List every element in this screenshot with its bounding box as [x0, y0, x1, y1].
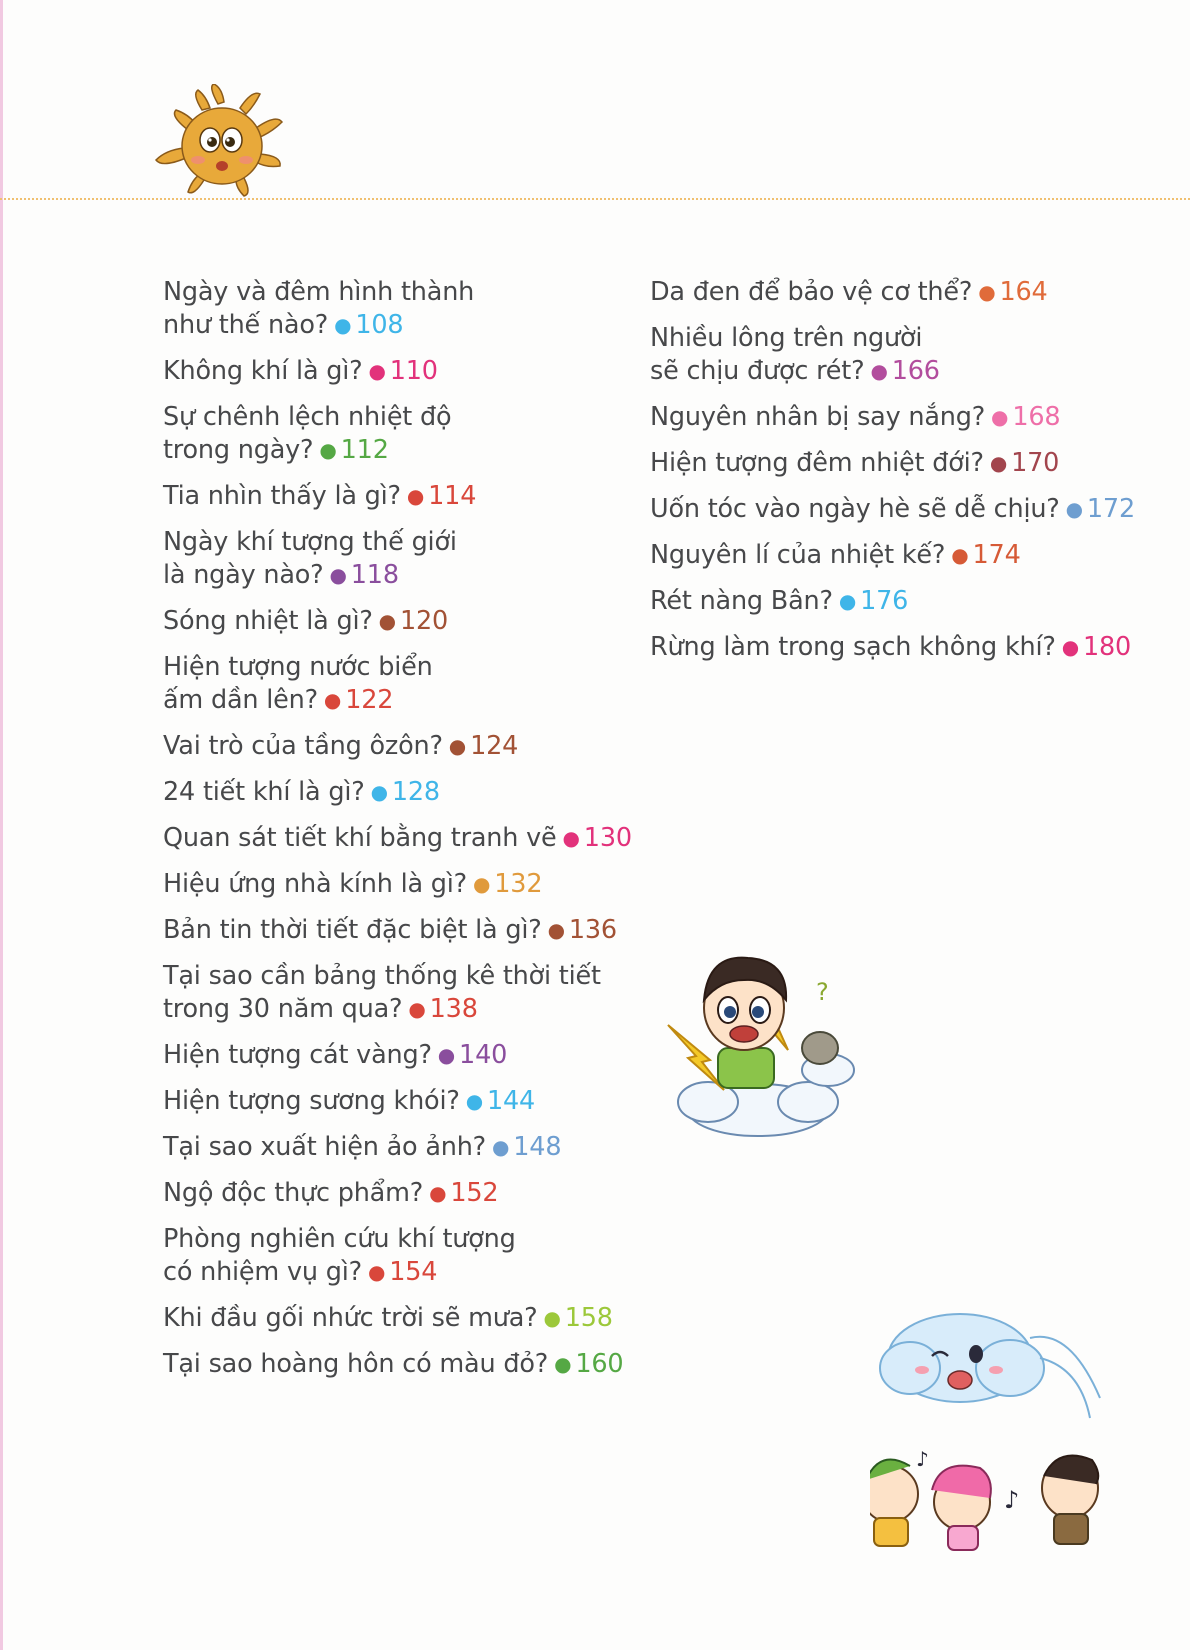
bullet-dot-icon: ●: [406, 484, 425, 508]
toc-item[interactable]: [163, 526, 633, 592]
page-edge-stripe: [0, 0, 3, 1650]
toc-right-column: [650, 276, 1135, 677]
toc-page-number: 168: [1012, 402, 1061, 432]
toc-item-text: Hiện tượng đêm nhiệt đới?: [650, 448, 984, 478]
toc-page-number: 132: [494, 869, 543, 899]
toc-page-number: 112: [340, 435, 389, 465]
toc-item-text: có nhiệm vụ gì?: [163, 1257, 362, 1287]
toc-item-text: Vai trò của tầng ôzôn?: [163, 731, 443, 761]
sun-mascot-illustration: [148, 84, 300, 198]
bullet-dot-icon: ●: [838, 589, 857, 613]
toc-item-text: Ngộ độc thực phẩm?: [163, 1178, 424, 1208]
toc-item-text: Ngày và đêm hình thành: [163, 277, 475, 307]
toc-page-number: 158: [564, 1303, 613, 1333]
toc-item-text: Hiện tượng sương khói?: [163, 1086, 460, 1116]
toc-item[interactable]: [163, 1348, 633, 1381]
toc-item-text: Bản tin thời tiết đặc biệt là gì?: [163, 915, 542, 945]
toc-item[interactable]: [650, 322, 1120, 388]
toc-page-number: 118: [350, 560, 399, 590]
toc-page-number: 120: [399, 606, 449, 636]
toc-page-number: 154: [389, 1257, 438, 1287]
toc-item[interactable]: [650, 401, 1120, 434]
toc-item-text: Tại sao cần bảng thống kê thời tiết: [163, 961, 601, 991]
toc-item-text: Phòng nghiên cứu khí tượng: [163, 1224, 516, 1254]
toc-item-text: Rét nàng Bân?: [650, 586, 833, 616]
bullet-dot-icon: ●: [978, 280, 996, 304]
toc-item[interactable]: [163, 776, 633, 809]
lightning-boy-illustration: [648, 930, 878, 1140]
bullet-dot-icon: ●: [465, 1089, 483, 1113]
toc-page-number: 180: [1082, 632, 1132, 662]
toc-item-text: Quan sát tiết khí bằng tranh vẽ: [163, 823, 557, 853]
bullet-dot-icon: ●: [991, 405, 1009, 429]
toc-item-text: Tia nhìn thấy là gì?: [163, 481, 401, 511]
toc-page-number: 136: [568, 915, 617, 945]
toc-item-text: Rừng làm trong sạch không khí?: [650, 632, 1056, 662]
toc-left-column: [163, 276, 633, 1394]
toc-item[interactable]: [163, 401, 633, 467]
bullet-dot-icon: ●: [437, 1043, 456, 1067]
toc-page-number: 110: [389, 356, 438, 386]
bullet-dot-icon: ●: [562, 826, 580, 850]
toc-item[interactable]: [163, 822, 633, 855]
toc-item[interactable]: [163, 605, 633, 638]
toc-page-number: 138: [429, 994, 478, 1024]
toc-page-number: 144: [486, 1086, 536, 1116]
toc-item-text: Không khí là gì?: [163, 356, 363, 386]
toc-page-number: 108: [355, 310, 404, 340]
toc-page-number: 122: [345, 685, 394, 715]
bullet-dot-icon: ●: [989, 451, 1008, 475]
bullet-dot-icon: ●: [1061, 635, 1079, 659]
toc-item-text: Hiệu ứng nhà kính là gì?: [163, 869, 467, 899]
toc-page-number: 124: [470, 731, 519, 761]
toc-item-text: là ngày nào?: [163, 560, 324, 590]
header-divider: [0, 198, 1190, 200]
bullet-dot-icon: ●: [547, 918, 565, 942]
toc-page-number: 176: [860, 586, 909, 616]
toc-page-number: 172: [1086, 494, 1135, 524]
toc-item-text: Uốn tóc vào ngày hè sẽ dễ chịu?: [650, 494, 1060, 524]
toc-page-number: 140: [459, 1040, 508, 1070]
toc-item-text: Hiện tượng cát vàng?: [163, 1040, 432, 1070]
rain-cloud-kids-illustration: [870, 1308, 1180, 1558]
toc-item-text: Sóng nhiệt là gì?: [163, 606, 373, 636]
toc-item[interactable]: [650, 493, 1135, 526]
toc-item[interactable]: [650, 631, 1132, 664]
toc-item-text: trong 30 năm qua?: [163, 994, 403, 1024]
toc-item-text: ấm dần lên?: [163, 685, 318, 715]
toc-page-number: 114: [428, 481, 477, 511]
bullet-dot-icon: ●: [448, 734, 467, 758]
bullet-dot-icon: ●: [329, 563, 347, 587]
toc-item[interactable]: [650, 585, 1120, 618]
svg-text:♪: ♪: [916, 1447, 929, 1471]
toc-item-text: Tại sao hoàng hôn có màu đỏ?: [163, 1349, 549, 1379]
bullet-dot-icon: ●: [870, 359, 888, 383]
toc-item-text: trong ngày?: [163, 435, 314, 465]
toc-page-number: 164: [999, 277, 1048, 307]
toc-page-number: 160: [575, 1349, 624, 1379]
toc-page-number: 166: [891, 356, 940, 386]
toc-item-text: Nguyên lí của nhiệt kế?: [650, 540, 946, 570]
bullet-dot-icon: ●: [492, 1135, 510, 1159]
toc-item-text: Hiện tượng nước biển: [163, 652, 433, 682]
toc-item[interactable]: [163, 1039, 633, 1072]
toc-page-number: 128: [391, 777, 440, 807]
bullet-dot-icon: ●: [473, 872, 491, 896]
toc-item[interactable]: [650, 447, 1120, 480]
toc-item[interactable]: [163, 1223, 633, 1289]
toc-item[interactable]: [163, 730, 633, 763]
svg-text:?: ?: [816, 978, 829, 1006]
toc-item[interactable]: [163, 960, 633, 1026]
toc-item-text: Ngày khí tượng thế giới: [163, 527, 457, 557]
toc-item-text: Tại sao xuất hiện ảo ảnh?: [163, 1132, 487, 1162]
bullet-dot-icon: ●: [319, 438, 337, 462]
toc-item-text: Da đen để bảo vệ cơ thể?: [650, 277, 973, 307]
toc-item-text: Sự chênh lệch nhiệt độ: [163, 402, 452, 432]
toc-item[interactable]: [163, 1177, 633, 1210]
toc-item-text: sẽ chịu được rét?: [650, 356, 865, 386]
toc-item[interactable]: [163, 1131, 633, 1164]
toc-item-text: 24 tiết khí là gì?: [163, 777, 365, 807]
bullet-dot-icon: ●: [554, 1352, 572, 1376]
bullet-dot-icon: ●: [334, 313, 352, 337]
toc-item[interactable]: [163, 1085, 633, 1118]
bullet-dot-icon: ●: [323, 688, 342, 712]
toc-item[interactable]: [163, 480, 633, 513]
toc-item[interactable]: [163, 651, 633, 717]
toc-item-text: Nguyên nhân bị say nắng?: [650, 402, 986, 432]
toc-item[interactable]: [163, 1302, 633, 1335]
toc-page-number: 130: [583, 823, 632, 853]
toc-item[interactable]: [650, 276, 1120, 309]
bullet-dot-icon: ●: [543, 1306, 561, 1330]
toc-item-text: Khi đầu gối nhức trời sẽ mưa?: [163, 1303, 538, 1333]
bullet-dot-icon: ●: [367, 1260, 386, 1284]
toc-item[interactable]: [163, 355, 633, 388]
bullet-dot-icon: ●: [429, 1181, 447, 1205]
bullet-dot-icon: ●: [951, 543, 969, 567]
toc-item[interactable]: [650, 539, 1120, 572]
bullet-dot-icon: ●: [368, 359, 386, 383]
toc-page-number: 170: [1011, 448, 1060, 478]
toc-item[interactable]: [163, 276, 633, 342]
bullet-dot-icon: ●: [378, 609, 396, 633]
toc-item-text: như thế nào?: [163, 310, 329, 340]
toc-page-number: 148: [513, 1132, 562, 1162]
bullet-dot-icon: ●: [408, 997, 426, 1021]
bullet-dot-icon: ●: [370, 780, 388, 804]
toc-item[interactable]: [163, 868, 633, 901]
svg-text:♪: ♪: [1004, 1486, 1020, 1514]
toc-page-number: 152: [450, 1178, 499, 1208]
toc-page-number: 174: [972, 540, 1021, 570]
toc-item-text: Nhiều lông trên người: [650, 323, 923, 353]
bullet-dot-icon: ●: [1065, 497, 1083, 521]
toc-item[interactable]: [163, 914, 633, 947]
